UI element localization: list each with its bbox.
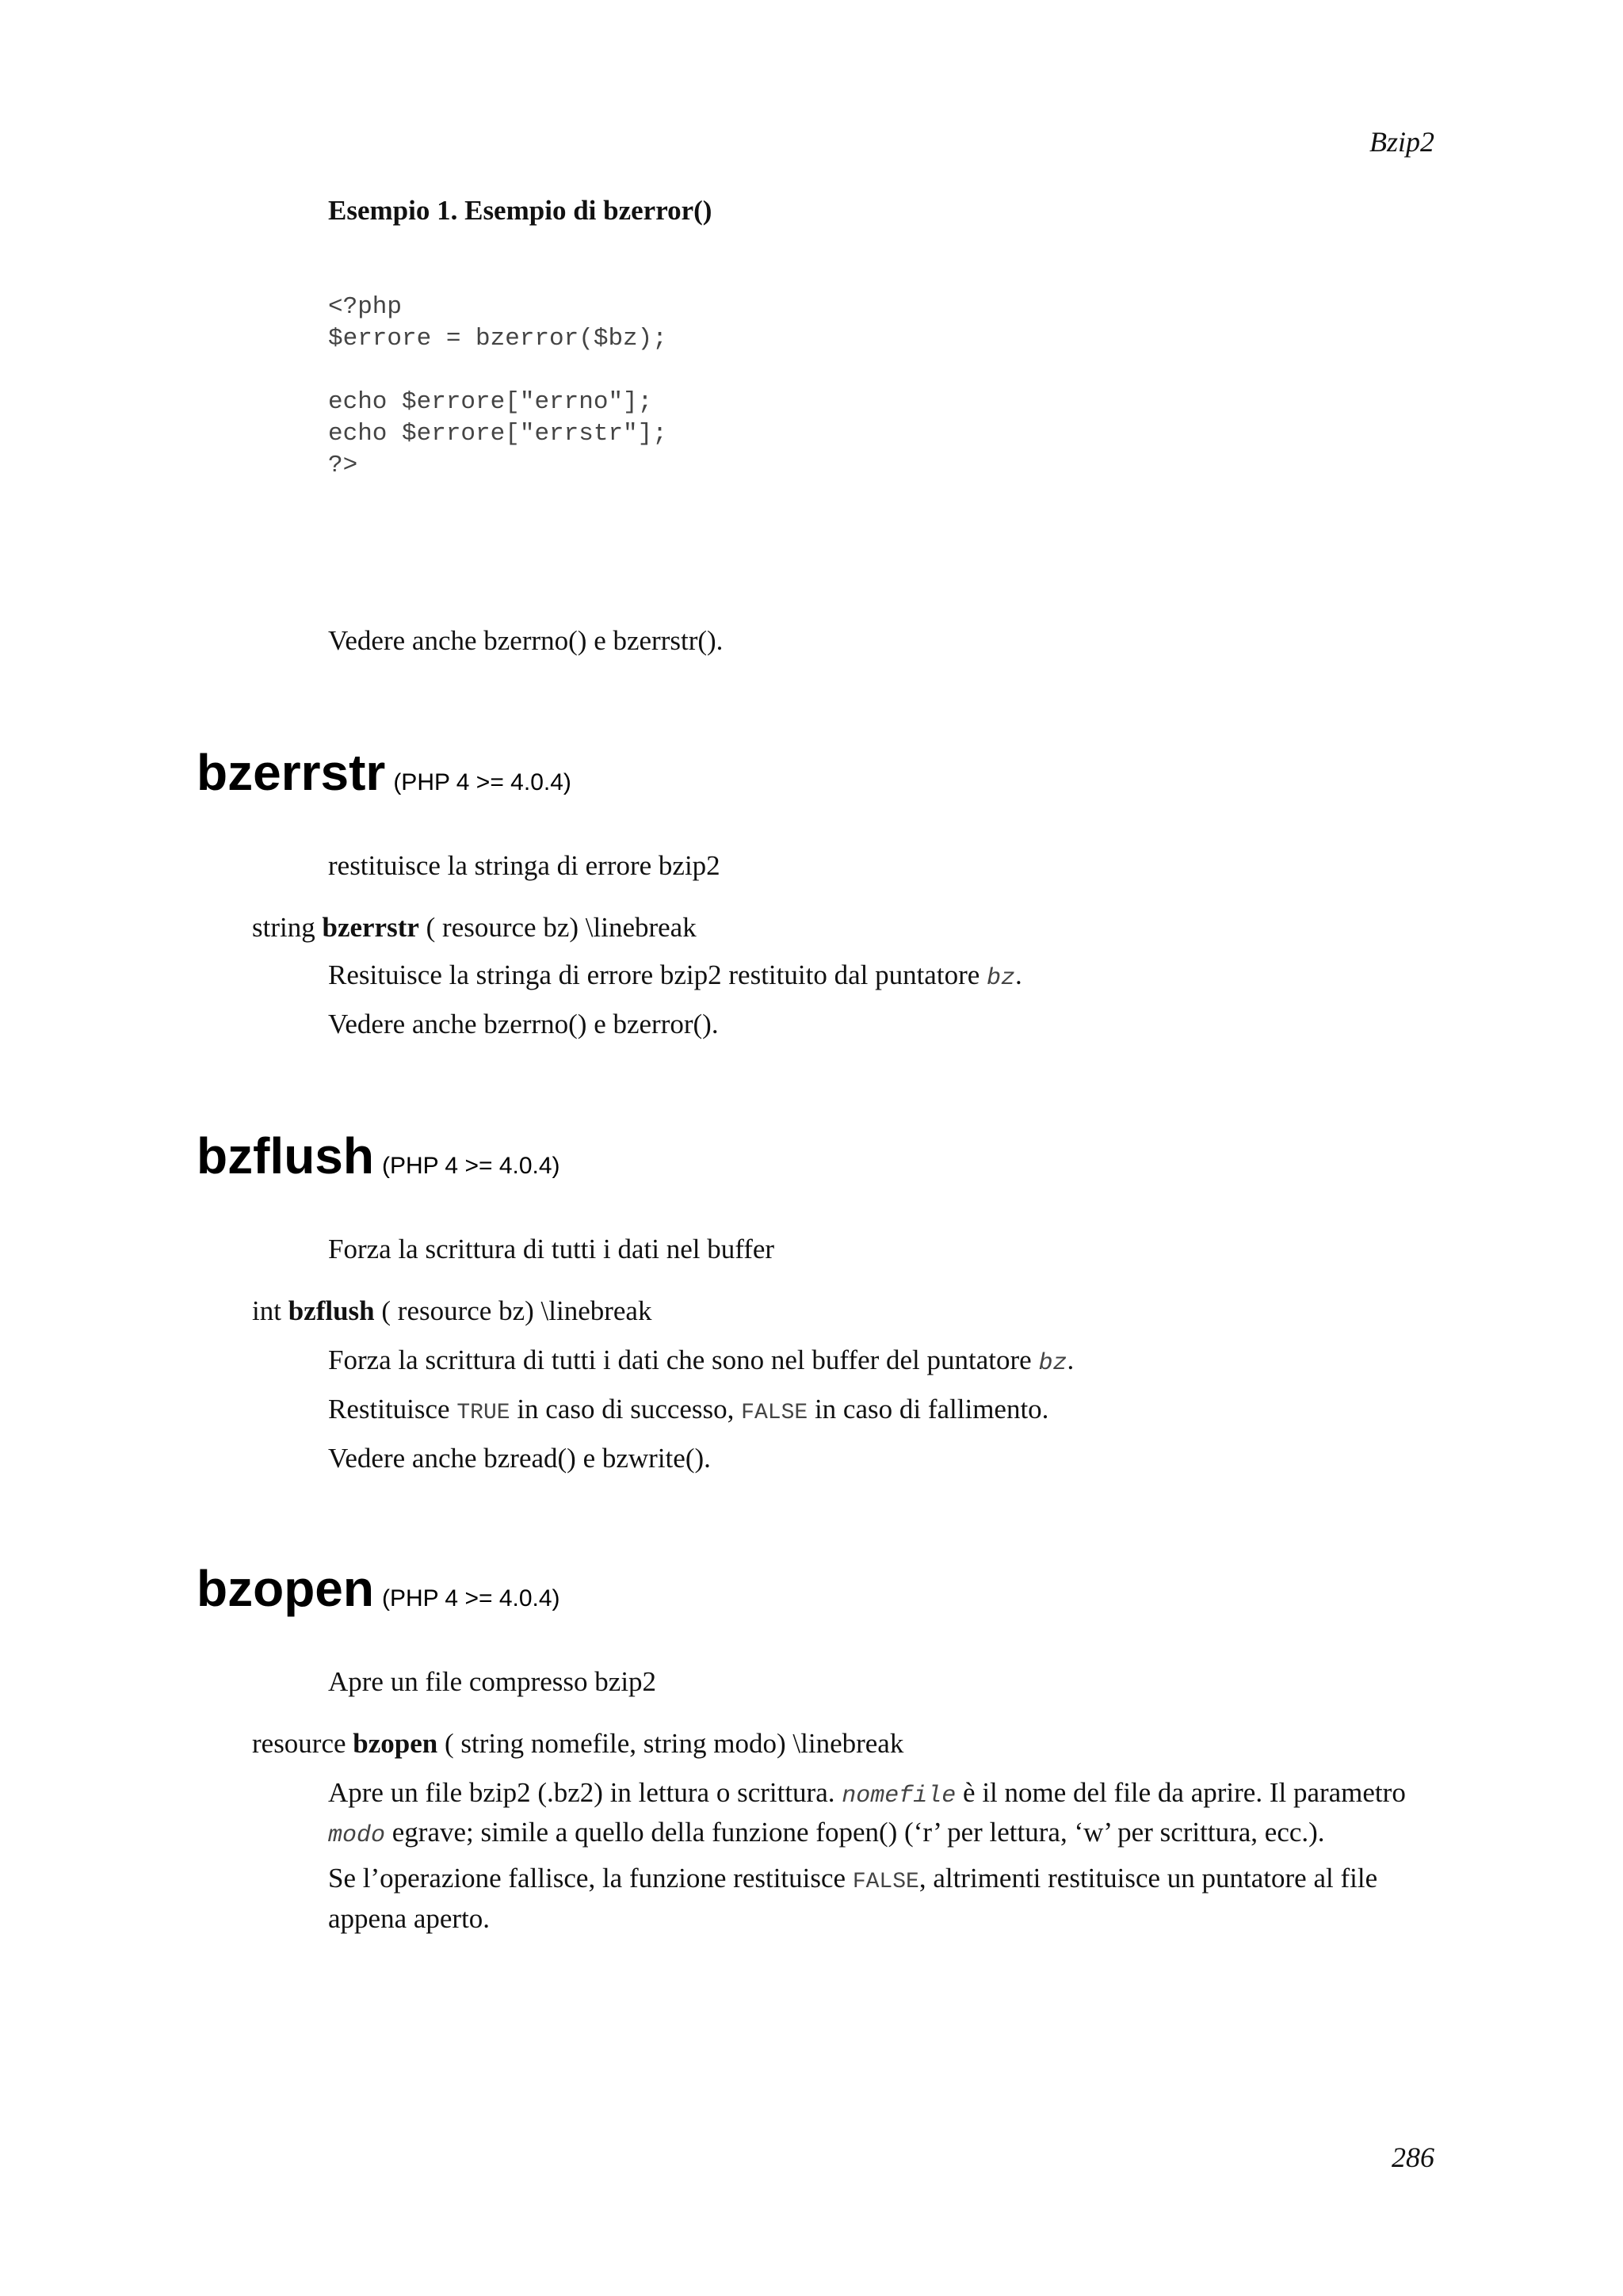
- page-number: 286: [1392, 2142, 1434, 2173]
- see-also-paragraph: Vedere anche bzerrno() e bzerror().: [328, 1009, 719, 1039]
- return-values: Restituisce TRUE in caso di successo, FALSE in caso di fallimento.: [328, 1394, 1049, 1425]
- parameter: modo: [328, 1822, 386, 1849]
- running-header: Bzip2: [1369, 126, 1434, 158]
- parameter: nomefile: [842, 1783, 957, 1810]
- function-heading-bzerrstr: [197, 745, 571, 810]
- version-note: (PHP 4 >= 4.0.4): [393, 769, 571, 795]
- function-signature: resource bzopen ( string nomefile, string modo) \linebreak: [252, 1728, 904, 1759]
- code-example: <?php $errore = bzerror($bz); echo $errore["errno"]; echo $errore["errstr"]; ?>: [328, 293, 667, 479]
- constant-false: FALSE: [741, 1401, 808, 1425]
- version-note: (PHP 4 >= 4.0.4): [381, 1585, 560, 1611]
- function-purpose: Apre un file compresso bzip2: [328, 1666, 657, 1697]
- example-title: Esempio 1. Esempio di bzerror(): [328, 195, 712, 226]
- function-heading-bzopen: [197, 1561, 560, 1627]
- constant-true: TRUE: [456, 1401, 510, 1425]
- function-purpose: Forza la scrittura di tutti i dati nel buffer: [328, 1234, 775, 1264]
- function-description: Apre un file bzip2 (.bz2) in lettura o scrittura. nomefile è il nome del file da aprire. Il parametro modo egrave; simile a quello della funzione fopen() (‘r’ per lettura, ‘w’ per scrittura, ecc.).: [328, 1777, 1406, 1849]
- see-also-paragraph: Vedere anche bzread() e bzwrite().: [328, 1443, 711, 1474]
- function-description: Forza la scrittura di tutti i dati che sono nel buffer del puntatore bz.: [328, 1344, 1075, 1377]
- signature-name: bzopen: [353, 1728, 438, 1759]
- function-name: bzopen: [197, 1560, 374, 1617]
- function-name: bzflush: [197, 1127, 374, 1184]
- constant-false: FALSE: [852, 1870, 919, 1894]
- function-signature: int bzflush ( resource bz) \linebreak: [252, 1295, 652, 1326]
- parameter: bz: [1038, 1350, 1067, 1377]
- see-also-paragraph: Vedere anche bzerrno() e bzerrstr().: [328, 625, 724, 656]
- parameter: bz: [987, 965, 1016, 992]
- signature-name: bzerrstr: [322, 912, 419, 943]
- function-name: bzerrstr: [197, 744, 386, 801]
- function-heading-bzflush: [197, 1128, 560, 1194]
- function-purpose: restituisce la stringa di errore bzip2: [328, 850, 720, 881]
- function-signature: string bzerrstr ( resource bz) \linebreak: [252, 912, 697, 943]
- signature-name: bzflush: [288, 1295, 375, 1326]
- function-description: Resituisce la stringa di errore bzip2 restituito dal puntatore bz.: [328, 959, 1022, 992]
- version-note: (PHP 4 >= 4.0.4): [381, 1153, 560, 1179]
- return-values: Se l’operazione fallisce, la funzione restituisce FALSE, altrimenti restituisce un puntatore al file appena aperto.: [328, 1863, 1378, 1934]
